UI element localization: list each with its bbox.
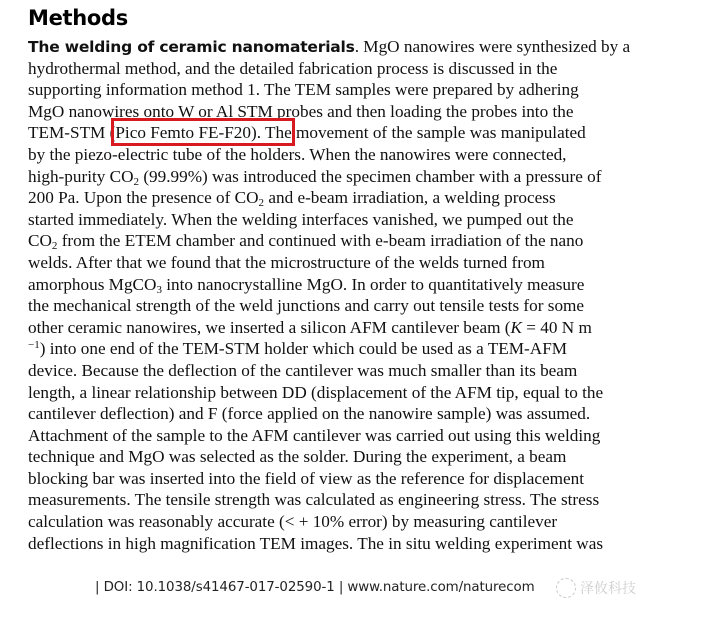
text-run: other ceramic nanowires, we inserted a silicon AFM cantilever beam ( xyxy=(28,317,511,337)
section-heading: Methods xyxy=(28,6,128,30)
text-line xyxy=(28,58,668,80)
text-run: . MgO nanowires were synthesized by a xyxy=(354,37,631,56)
footer-doi[interactable]: | DOI: 10.1038/s41467-017-02590-1 | www.nature.com/naturecom xyxy=(95,580,535,595)
text-run: measurements. The tensile strength was calculated as engineering stress. The stress xyxy=(28,490,600,510)
text-line xyxy=(28,101,668,123)
subscript: 2 xyxy=(258,197,265,210)
text-run: from the ETEM chamber and continued with e-beam irradiation of the nano xyxy=(57,231,584,251)
text-run: CO xyxy=(28,231,52,251)
text-run: = 40 N m xyxy=(521,317,592,337)
text-line xyxy=(28,187,668,209)
text-line xyxy=(28,36,668,58)
text-line xyxy=(28,382,668,404)
subscript: 2 xyxy=(51,240,58,253)
text-run: high-purity CO xyxy=(28,166,134,186)
text-run: ) into one end of the TEM-STM holder which could be used as a TEM-AFM xyxy=(39,339,568,359)
text-run: technique and MgO was selected as the solder. During the experiment, a beam xyxy=(28,447,567,467)
text-line xyxy=(28,511,668,533)
text-run: TEM-STM (Pico Femto FE-F20). The movement of the sample was manipulated xyxy=(28,123,586,143)
text-run: calculation was reasonably accurate (< + 10% error) by measuring cantilever xyxy=(28,512,558,532)
text-line xyxy=(28,252,668,274)
text-run: cantilever deflection) and F (force applied on the nanowire sample) was assumed. xyxy=(28,404,591,424)
text-line xyxy=(28,425,668,447)
text-run: device. Because the deflection of the cantilever was much smaller than its beam xyxy=(28,360,578,380)
text-run: Attachment of the sample to the AFM cantilever was carried out using this welding xyxy=(28,425,601,445)
text-run: started immediately. When the welding interfaces vanished, we pumped out the xyxy=(28,209,574,229)
text-line xyxy=(28,230,668,252)
text-line xyxy=(28,317,668,339)
text-run: into nanocrystalline MgO. In order to quantitatively measure xyxy=(161,274,585,294)
italic-symbol: K xyxy=(510,317,522,337)
text-run: and e-beam irradiation, a welding process xyxy=(264,188,556,208)
text-run: MgO nanowires onto W or Al STM probes and then loading the probes into the xyxy=(28,101,574,121)
text-line xyxy=(28,489,668,511)
text-line xyxy=(28,446,668,468)
text-run: 200 Pa. Upon the presence of CO xyxy=(28,188,259,208)
text-line xyxy=(28,122,668,144)
text-run: welds. After that we found that the microstructure of the welds turned from xyxy=(28,252,545,272)
superscript: −1 xyxy=(28,339,40,352)
wechat-logo-icon xyxy=(556,578,576,598)
watermark xyxy=(556,574,676,602)
text-line xyxy=(28,166,668,188)
text-line xyxy=(28,403,668,425)
subsection-title: The welding of ceramic nanomaterials xyxy=(28,38,355,56)
text-run: by the piezo-electric tube of the holders. When the nanowires were connected, xyxy=(28,144,567,164)
text-run: hydrothermal method, and the detailed fabrication process is discussed in the xyxy=(28,58,558,78)
text-line xyxy=(28,360,668,382)
text-line xyxy=(28,274,668,296)
text-run: length, a linear relationship between DD (displacement of the AFM tip, equal to the xyxy=(28,382,604,402)
text-run: amorphous MgCO xyxy=(28,274,157,294)
text-run: deflections in high magnification TEM images. The in situ welding experiment was xyxy=(28,533,604,553)
text-line xyxy=(28,533,668,555)
text-run: the mechanical strength of the weld junctions and carry out tensile tests for some xyxy=(28,296,585,316)
text-run: (99.99%) was introduced the specimen chamber with a pressure of xyxy=(139,166,602,186)
subscript: 3 xyxy=(156,283,162,296)
subscript: 2 xyxy=(133,175,140,188)
text-line xyxy=(28,468,668,490)
watermark-text: 泽攸科技 xyxy=(580,581,636,597)
text-line xyxy=(28,79,668,101)
text-line xyxy=(28,144,668,166)
text-line xyxy=(28,338,668,360)
text-line xyxy=(28,295,668,317)
text-run: supporting information method 1. The TEM samples were prepared by adhering xyxy=(28,80,579,100)
methods-paragraph xyxy=(28,36,668,554)
text-run: blocking bar was inserted into the field of view as the reference for displacement xyxy=(28,468,584,488)
text-line xyxy=(28,209,668,231)
